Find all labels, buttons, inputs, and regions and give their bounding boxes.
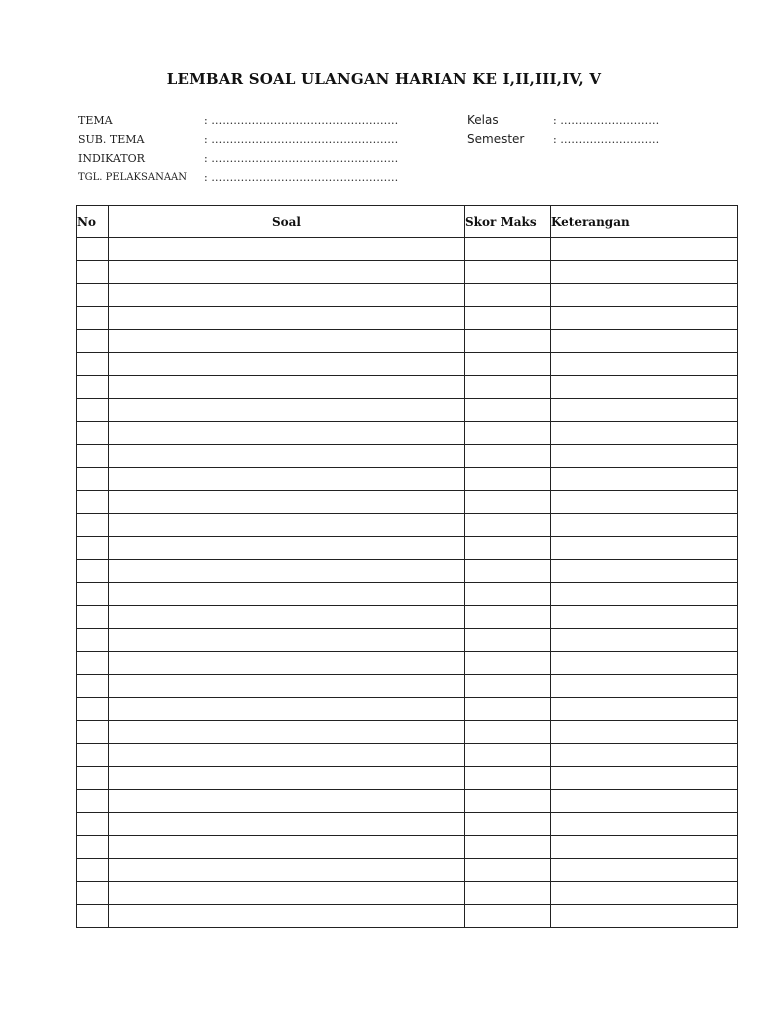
cell-soal <box>109 353 465 376</box>
table-row <box>77 882 738 905</box>
table-row <box>77 675 738 698</box>
cell-soal <box>109 307 465 330</box>
field-label-semester: Semester <box>467 132 525 146</box>
table-row <box>77 468 738 491</box>
cell-soal <box>109 399 465 422</box>
cell-keterangan <box>551 284 738 307</box>
cell-keterangan <box>551 376 738 399</box>
cell-no <box>77 882 109 905</box>
cell-soal <box>109 491 465 514</box>
field-value-semester: : ……………………… <box>553 133 660 146</box>
field-label-sub-tema: SUB. TEMA <box>78 133 145 146</box>
table-row <box>77 445 738 468</box>
table-row <box>77 238 738 261</box>
cell-no <box>77 284 109 307</box>
cell-skor-maks <box>465 744 551 767</box>
cell-soal <box>109 882 465 905</box>
cell-soal <box>109 284 465 307</box>
cell-skor-maks <box>465 537 551 560</box>
table-row <box>77 376 738 399</box>
cell-keterangan <box>551 445 738 468</box>
cell-no <box>77 353 109 376</box>
cell-keterangan <box>551 514 738 537</box>
table-row <box>77 353 738 376</box>
cell-keterangan <box>551 422 738 445</box>
cell-skor-maks <box>465 836 551 859</box>
cell-skor-maks <box>465 399 551 422</box>
cell-skor-maks <box>465 813 551 836</box>
cell-skor-maks <box>465 560 551 583</box>
cell-no <box>77 560 109 583</box>
cell-keterangan <box>551 468 738 491</box>
cell-soal <box>109 238 465 261</box>
cell-soal <box>109 583 465 606</box>
table-row <box>77 790 738 813</box>
table-header-row <box>77 206 738 238</box>
cell-no <box>77 905 109 928</box>
cell-skor-maks <box>465 491 551 514</box>
cell-skor-maks <box>465 675 551 698</box>
cell-skor-maks <box>465 606 551 629</box>
table-row <box>77 560 738 583</box>
field-label-kelas: Kelas <box>467 113 499 127</box>
table-row <box>77 767 738 790</box>
cell-soal <box>109 905 465 928</box>
cell-no <box>77 422 109 445</box>
table-row <box>77 836 738 859</box>
table-row <box>77 698 738 721</box>
cell-soal <box>109 675 465 698</box>
cell-keterangan <box>551 744 738 767</box>
table-row <box>77 399 738 422</box>
cell-keterangan <box>551 353 738 376</box>
cell-keterangan <box>551 767 738 790</box>
cell-soal <box>109 790 465 813</box>
cell-skor-maks <box>465 721 551 744</box>
column-header-skor-maks: Skor Maks <box>465 206 551 238</box>
cell-soal <box>109 330 465 353</box>
table-row <box>77 284 738 307</box>
cell-keterangan <box>551 330 738 353</box>
cell-no <box>77 491 109 514</box>
page-title: LEMBAR SOAL ULANGAN HARIAN KE I,II,III,IV, V <box>166 70 602 88</box>
cell-no <box>77 330 109 353</box>
cell-skor-maks <box>465 238 551 261</box>
cell-no <box>77 376 109 399</box>
cell-soal <box>109 836 465 859</box>
cell-keterangan <box>551 859 738 882</box>
cell-soal <box>109 537 465 560</box>
cell-skor-maks <box>465 698 551 721</box>
cell-skor-maks <box>465 422 551 445</box>
cell-keterangan <box>551 629 738 652</box>
cell-skor-maks <box>465 767 551 790</box>
field-label-tema: TEMA <box>78 114 113 127</box>
field-value-sub-tema: : …………………………………………… <box>204 133 399 146</box>
table-row <box>77 583 738 606</box>
cell-soal <box>109 376 465 399</box>
table-row <box>77 721 738 744</box>
cell-no <box>77 606 109 629</box>
field-label-indikator: INDIKATOR <box>78 152 145 165</box>
cell-skor-maks <box>465 284 551 307</box>
cell-keterangan <box>551 307 738 330</box>
table-row <box>77 652 738 675</box>
cell-soal <box>109 813 465 836</box>
table-row <box>77 537 738 560</box>
cell-soal <box>109 767 465 790</box>
cell-keterangan <box>551 652 738 675</box>
cell-skor-maks <box>465 307 551 330</box>
cell-no <box>77 537 109 560</box>
table-row <box>77 606 738 629</box>
cell-no <box>77 675 109 698</box>
field-value-indikator: : …………………………………………… <box>204 152 399 165</box>
cell-no <box>77 652 109 675</box>
cell-keterangan <box>551 882 738 905</box>
cell-keterangan <box>551 537 738 560</box>
cell-skor-maks <box>465 330 551 353</box>
cell-soal <box>109 698 465 721</box>
cell-soal <box>109 721 465 744</box>
cell-keterangan <box>551 790 738 813</box>
cell-no <box>77 514 109 537</box>
cell-skor-maks <box>465 790 551 813</box>
table-row <box>77 491 738 514</box>
cell-no <box>77 698 109 721</box>
cell-no <box>77 399 109 422</box>
cell-keterangan <box>551 698 738 721</box>
cell-no <box>77 859 109 882</box>
cell-no <box>77 767 109 790</box>
cell-keterangan <box>551 721 738 744</box>
cell-skor-maks <box>465 353 551 376</box>
cell-no <box>77 445 109 468</box>
table-row <box>77 859 738 882</box>
table-row <box>77 514 738 537</box>
table-row <box>77 422 738 445</box>
table-body <box>77 238 738 928</box>
cell-keterangan <box>551 905 738 928</box>
column-header-soal: Soal <box>109 206 465 238</box>
cell-soal <box>109 744 465 767</box>
cell-keterangan <box>551 675 738 698</box>
cell-no <box>77 583 109 606</box>
cell-skor-maks <box>465 514 551 537</box>
cell-keterangan <box>551 606 738 629</box>
cell-skor-maks <box>465 652 551 675</box>
cell-skor-maks <box>465 882 551 905</box>
cell-soal <box>109 468 465 491</box>
cell-soal <box>109 652 465 675</box>
cell-no <box>77 721 109 744</box>
cell-skor-maks <box>465 376 551 399</box>
cell-soal <box>109 560 465 583</box>
question-table <box>76 205 738 928</box>
field-value-tema: : …………………………………………… <box>204 114 399 127</box>
cell-keterangan <box>551 491 738 514</box>
cell-soal <box>109 261 465 284</box>
cell-no <box>77 238 109 261</box>
cell-no <box>77 836 109 859</box>
field-value-tgl-pelaksanaan: : …………………………………………… <box>204 171 399 184</box>
table-row <box>77 330 738 353</box>
cell-keterangan <box>551 399 738 422</box>
cell-no <box>77 744 109 767</box>
column-header-no: No <box>77 206 109 238</box>
column-header-keterangan: Keterangan <box>551 206 738 238</box>
cell-soal <box>109 606 465 629</box>
cell-keterangan <box>551 238 738 261</box>
cell-keterangan <box>551 560 738 583</box>
cell-skor-maks <box>465 905 551 928</box>
cell-no <box>77 790 109 813</box>
cell-keterangan <box>551 261 738 284</box>
cell-skor-maks <box>465 859 551 882</box>
cell-soal <box>109 422 465 445</box>
cell-skor-maks <box>465 261 551 284</box>
table-row <box>77 629 738 652</box>
cell-keterangan <box>551 583 738 606</box>
table-row <box>77 744 738 767</box>
field-value-kelas: : ……………………… <box>553 114 660 127</box>
cell-skor-maks <box>465 583 551 606</box>
cell-soal <box>109 445 465 468</box>
table-row <box>77 307 738 330</box>
cell-skor-maks <box>465 629 551 652</box>
cell-skor-maks <box>465 445 551 468</box>
cell-no <box>77 261 109 284</box>
cell-no <box>77 629 109 652</box>
cell-soal <box>109 629 465 652</box>
cell-soal <box>109 859 465 882</box>
cell-no <box>77 307 109 330</box>
cell-keterangan <box>551 836 738 859</box>
cell-no <box>77 468 109 491</box>
cell-no <box>77 813 109 836</box>
cell-soal <box>109 514 465 537</box>
table-row <box>77 813 738 836</box>
table-row <box>77 905 738 928</box>
cell-skor-maks <box>465 468 551 491</box>
field-label-tgl-pelaksanaan: TGL. PELAKSANAAN <box>78 172 188 183</box>
table-row <box>77 261 738 284</box>
cell-keterangan <box>551 813 738 836</box>
